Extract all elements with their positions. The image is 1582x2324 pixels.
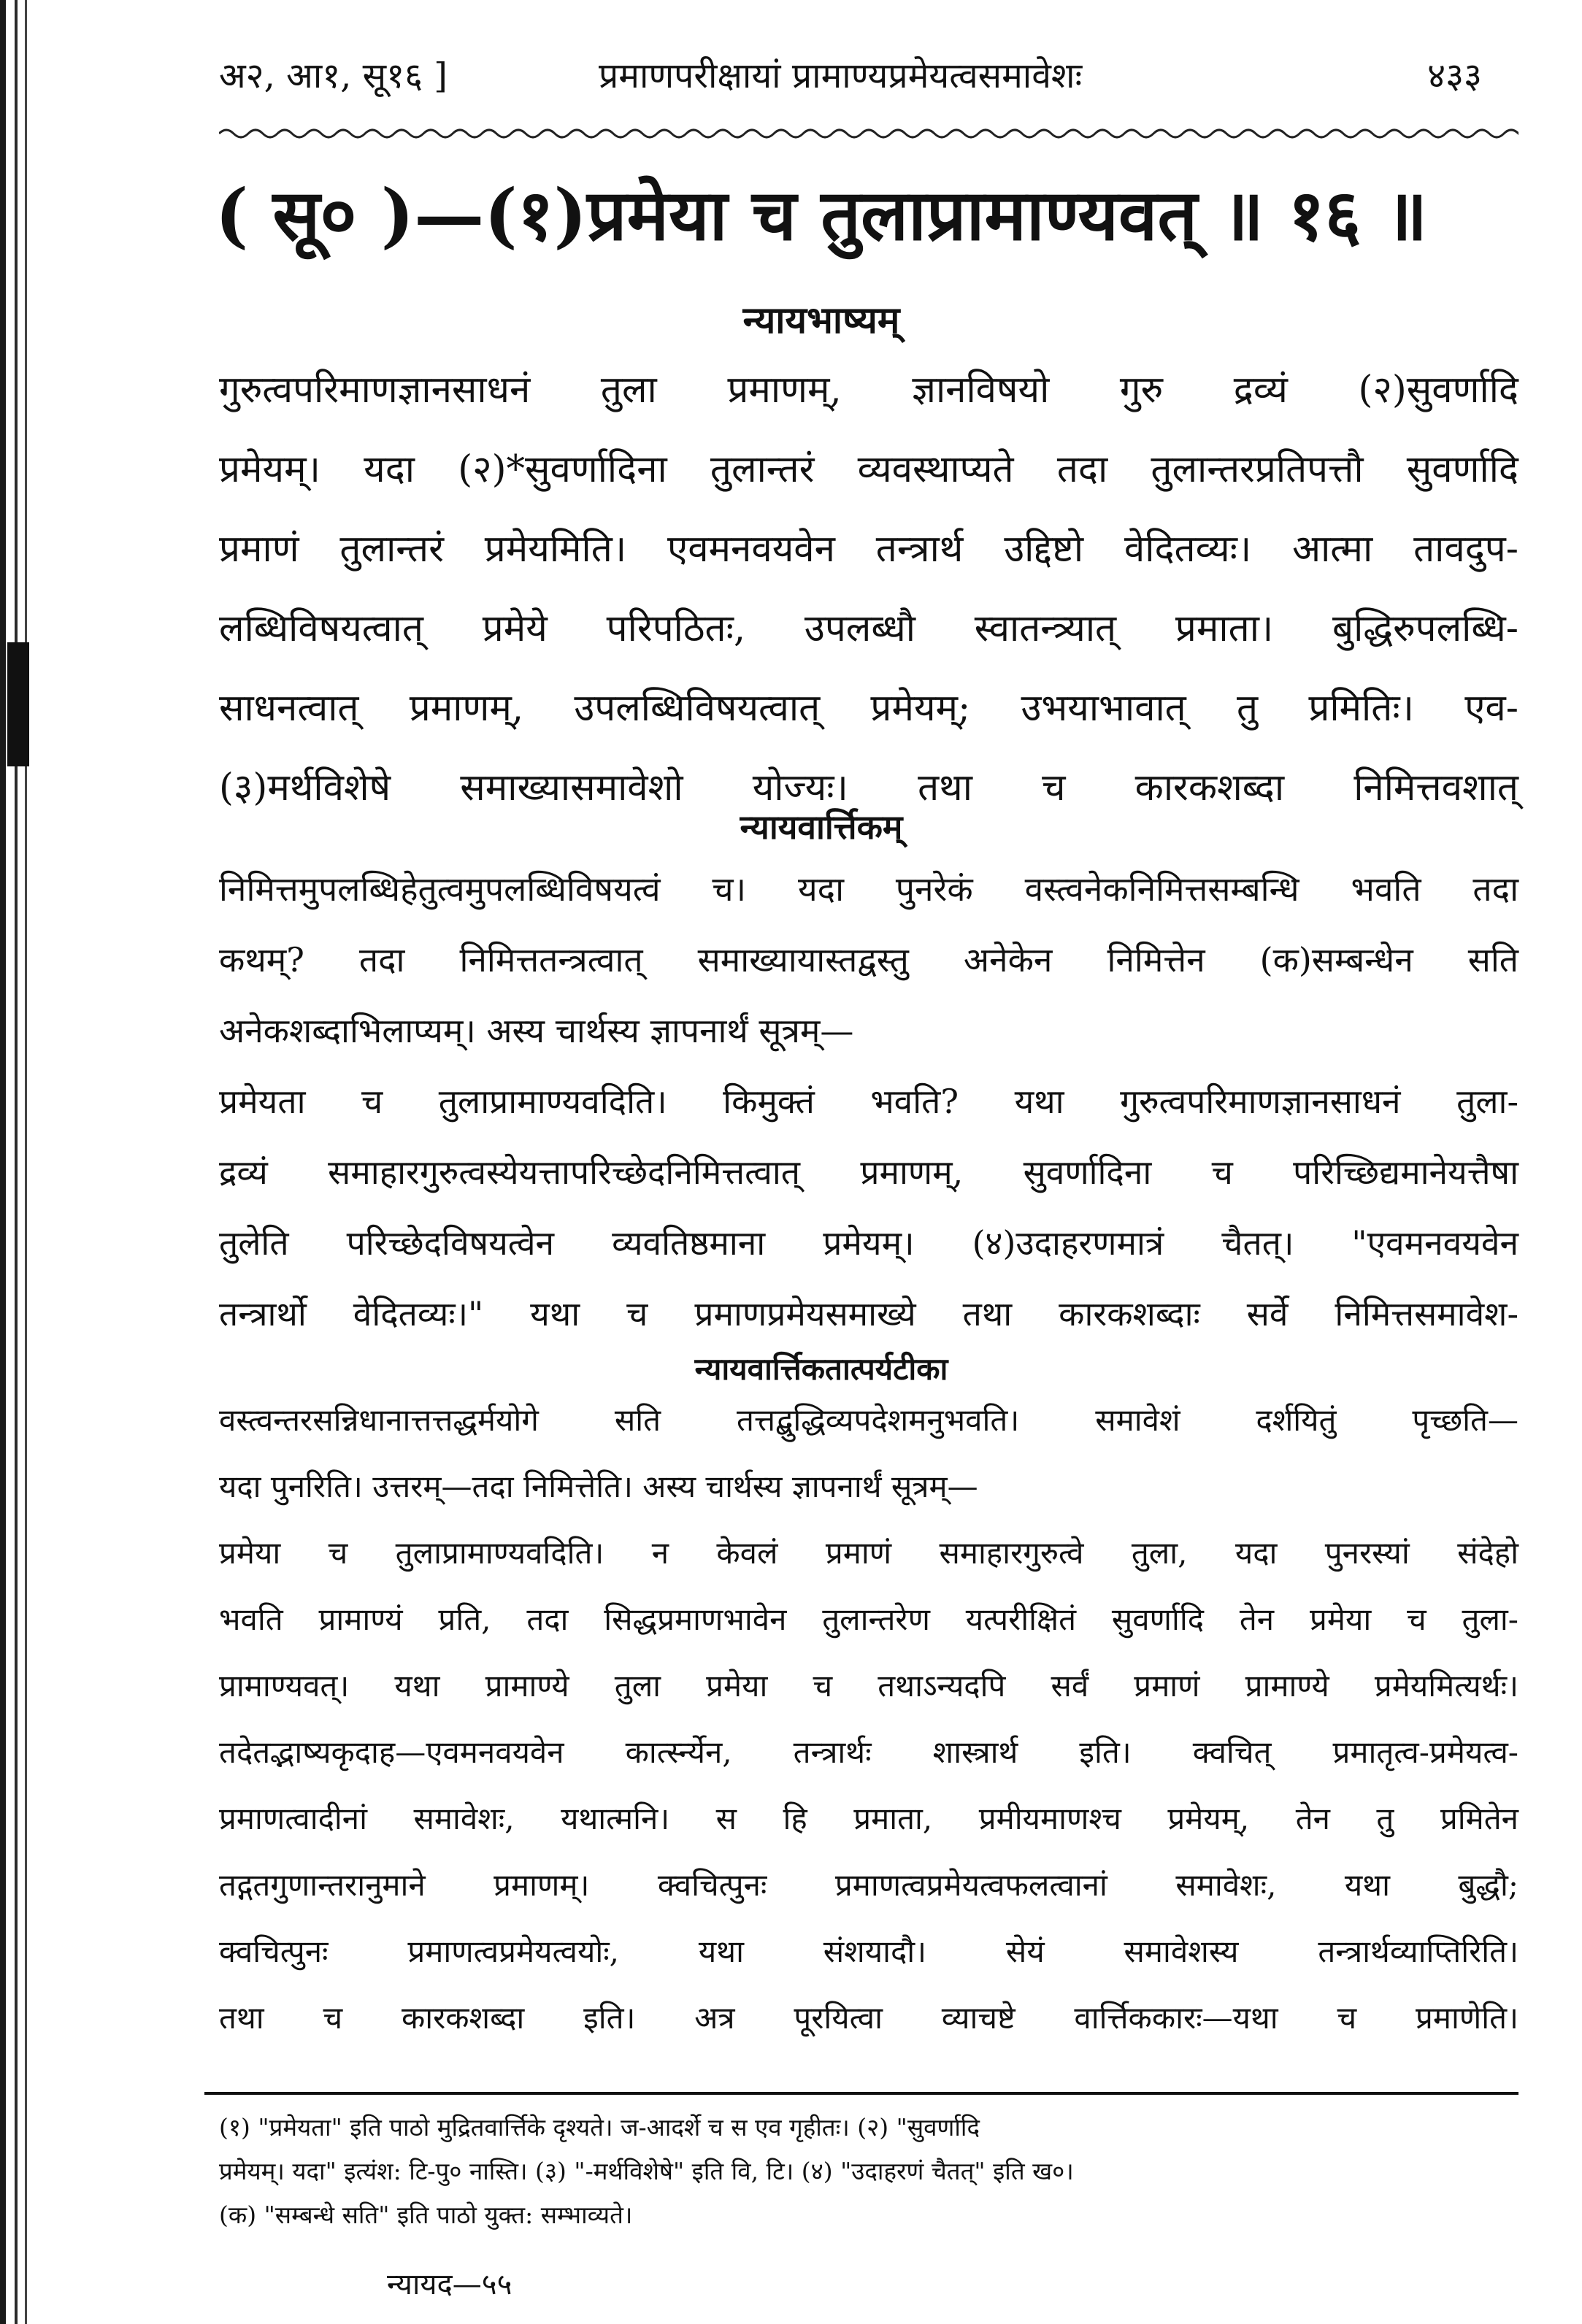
- varttika-title: न्यायवार्त्तिकम्: [740, 807, 903, 847]
- text-line: प्रमाणं तुलान्तरं प्रमेयमिति। एवमनवयवेन तन्त्रार्थ उद्दिष्टो वेदितव्यः। आत्मा तावदुप-: [219, 528, 1518, 571]
- bhashya-title: न्यायभाष्यम्: [742, 299, 900, 342]
- bhashya-text: [219, 350, 1518, 828]
- footnotes: [219, 2106, 1518, 2237]
- footnote-rule: [204, 2092, 1518, 2095]
- text-line: प्रमाणत्वादीनां समावेशः, यथात्मनि। स हि प्रमाता, प्रमीयमाणश्च प्रमेयम्, तेन तु प्रमितेन: [219, 1801, 1518, 1836]
- text-line: (३)मर्थविशेषे समाख्यासमावेशो योज्यः। तथा च कारकशब्दा निमित्तवशात्: [219, 766, 1518, 809]
- text-line: प्रमेयता च तुलाप्रामाण्यवदिति। किमुक्तं भवति? यथा गुरुत्वपरिमाणज्ञानसाधनं तुला-: [219, 1082, 1518, 1121]
- text-line: वस्त्वन्तरसन्निधानात्तत्तद्धर्मयोगे सति तत्तद्बुद्धिव्यपदेशमनुभवति। समावेशं दर्शयितुं पृच्छति—: [219, 1402, 1518, 1438]
- text-line: निमित्तमुपलब्धिहेतुत्वमुपलब्धिविषयत्वं च। यदा पुनरेकं वस्त्वनेकनिमित्तसम्बन्धि भवति तदा: [219, 869, 1518, 909]
- signature-mark: न्यायद—५५: [387, 2268, 512, 2301]
- text-line: प्रामाण्यवत्। यथा प्रामाण्ये तुला प्रमेया च तथाऽन्यदपि सर्वं प्रमाणं प्रामाण्ये प्रमेयमित्यर्थः।: [219, 1668, 1518, 1704]
- footnote-line: (क) "सम्बन्धे सति" इति पाठो युक्त: सम्भाव्यते।: [219, 2201, 633, 2229]
- text-line: लब्धिविषयत्वात् प्रमेये परिपठितः, उपलब्धौ स्वातन्त्र्यात् प्रमाता। बुद्धिरुपलब्धि-: [219, 607, 1518, 650]
- tika-text: [219, 1387, 1518, 2051]
- text-line: द्रव्यं समाहारगुरुत्वस्येयत्तापरिच्छेदनिमित्तत्वात् प्रमाणम्, सुवर्णादिना च परिच्छिद्यमानेयत्तैषा: [219, 1153, 1518, 1192]
- header-title: प्रमाणपरीक्षायां प्रामाण्यप्रमेयत्वसमावेशः: [599, 55, 1083, 96]
- page-number: ४३३: [1427, 55, 1482, 96]
- text-line: प्रमेयम्। यदा (२)*सुवर्णादिना तुलान्तरं व्यवस्थाप्यते तदा तुलान्तरप्रतिपत्तौ सुवर्णादि: [219, 448, 1518, 491]
- text-line: क्वचित्पुनः प्रमाणत्वप्रमेयत्वयोः, यथा संशयादौ। सेयं समावेशस्य तन्त्रार्थव्याप्तिरिति।: [219, 1934, 1518, 1969]
- text-line: तुलेति परिच्छेदविषयत्वेन व्यवतिष्ठमाना प्रमेयम्। (४)उदाहरणमात्रं चैतत्। "एवमनवयवेन: [219, 1223, 1518, 1263]
- text-line: प्रमेया च तुलाप्रामाण्यवदिति। न केवलं प्रमाणं समाहारगुरुत्वे तुला, यदा पुनरस्यां संदेहो: [219, 1535, 1518, 1571]
- running-header: [131, 29, 1511, 109]
- header-reference: अ२, आ१, सू१६ ]: [219, 55, 448, 96]
- page: [131, 29, 1518, 2301]
- text-line: तन्त्रार्थो वेदितव्यः।" यथा च प्रमाणप्रमेयसमाख्ये तथा कारकशब्दाः सर्वे निमित्तसमावेश-: [219, 1294, 1518, 1334]
- footnote-line: (१) "प्रमेयता" इति पाठो मुद्रितवार्त्तिके दृश्यते। ज-आदर्शे च स एव गृहीतः। (२) "सुवर्णादि: [219, 2113, 980, 2142]
- varttika-text: [219, 854, 1518, 1350]
- text-line: यदा पुनरिति। उत्तरम्—तदा निमित्तेति। अस्य चार्थस्य ज्ञापनार्थं सूत्रम्—: [219, 1469, 978, 1504]
- wavy-rule: [219, 123, 1518, 145]
- text-line: तदेतद्भाष्यकृदाह—एवमनवयवेन कार्त्स्न्येन, तन्त्रार्थः शास्त्रार्थ इति। क्वचित् प्रमातृत्व-प्रमेयत्व-: [219, 1734, 1518, 1770]
- text-line: कथम्? तदा निमित्ततन्त्रत्वात् समाख्यायास्तद्वस्तु अनेकेन निमित्तेन (क)सम्बन्धेन सति: [219, 940, 1518, 980]
- text-line: गुरुत्वपरिमाणज्ञानसाधनं तुला प्रमाणम्, ज्ञानविषयो गुरु द्रव्यं (२)सुवर्णादि: [219, 369, 1518, 412]
- text-line: तद्गतगुणान्तरानुमाने प्रमाणम्। क्वचित्पुनः प्रमाणत्वप्रमेयत्वफलत्वानां समावेशः, यथा बुद्धौ;: [219, 1867, 1518, 1903]
- text-line: अनेकशब्दाभिलाप्यम्। अस्य चार्थस्य ज्ञापनार्थं सूत्रम्—: [219, 1011, 854, 1050]
- text-line: साधनत्वात् प्रमाणम्, उपलब्धिविषयत्वात् प्रमेयम्; उभयाभावात् तु प्रमितिः। एव-: [219, 687, 1518, 730]
- tika-title: न्यायवार्त्तिकतात्पर्यटीका: [694, 1351, 948, 1387]
- sutra-heading: ( सू० )—(१)प्रमेया च तुलाप्रामाण्यवत् ॥ १६ ॥: [215, 174, 1428, 256]
- text-line: तथा च कारकशब्दा इति। अत्र पूरयित्वा व्याचष्टे वार्त्तिककारः—यथा च प्रमाणेति।: [219, 2000, 1518, 2036]
- footnote-line: प्रमेयम्। यदा" इत्यंश: टि-पु० नास्ति। (३) "-मर्थविशेषे" इति वि, टि। (४) "उदाहरणं चैतत्" इति ख०।: [219, 2157, 1074, 2185]
- book-binding-edge: [0, 0, 45, 2324]
- binding-mark: [7, 642, 29, 766]
- text-line: भवति प्रामाण्यं प्रति, तदा सिद्धप्रमाणभावेन तुलान्तरेण यत्परीक्षितं सुवर्णादि तेन प्रमेया च तुला-: [219, 1601, 1518, 1637]
